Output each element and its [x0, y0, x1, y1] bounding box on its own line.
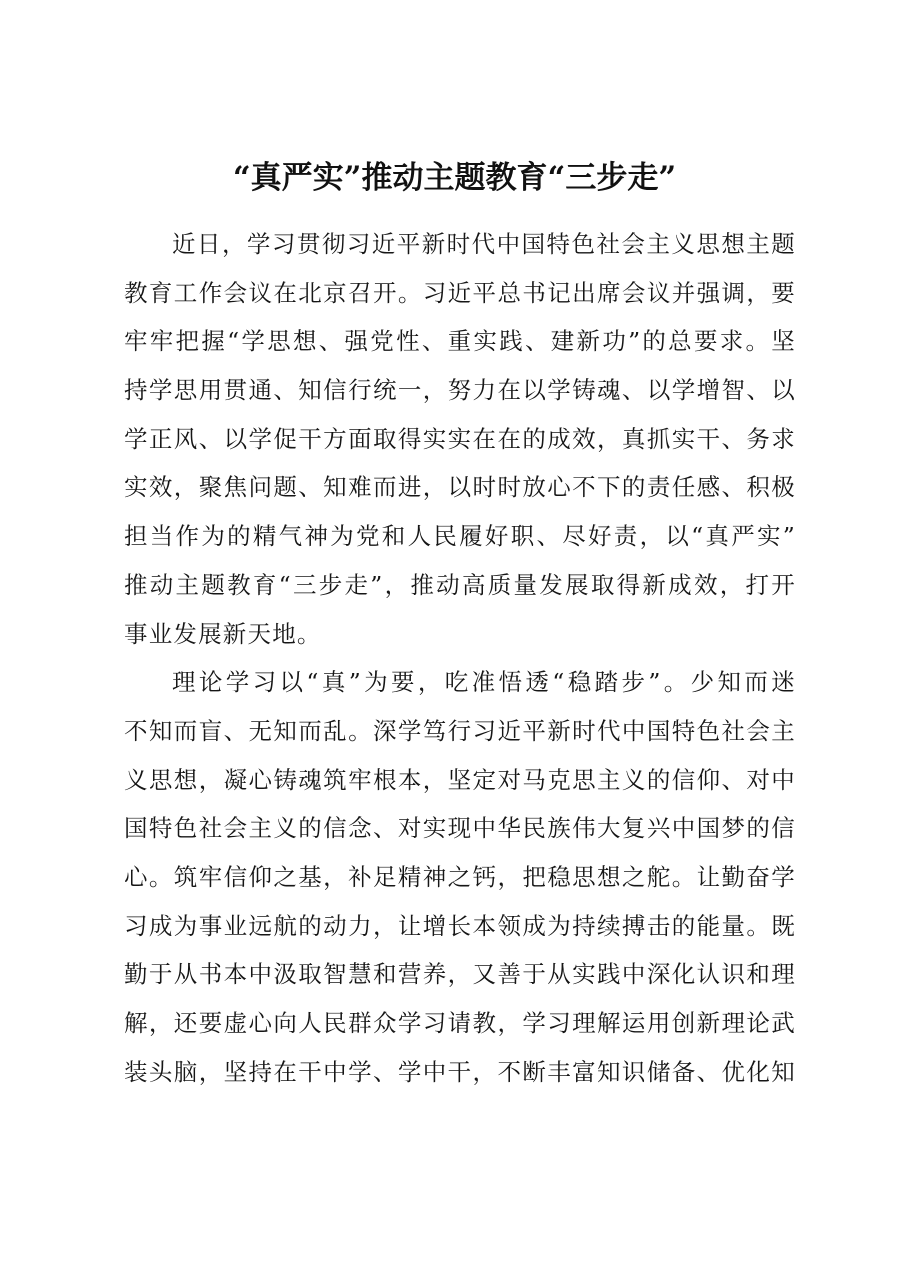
- paragraph-line: 学正风、以学促干方面取得实实在在的成效，真抓实干、务求: [124, 424, 796, 453]
- page-title: “真严实”推动主题教育“三步走”: [232, 160, 677, 196]
- paragraph-line: 担当作为的精气神为党和人民履好职、尽好责，以“真严实”: [124, 522, 796, 551]
- paragraph-line: 勤于从书本中汲取智慧和营养，又善于从实践中深化认识和理: [124, 960, 796, 989]
- paragraph-line: 国特色社会主义的信念、对实现中华民族伟大复兴中国梦的信: [124, 814, 796, 843]
- paragraph-line: 习成为事业远航的动力，让增长本领成为持续搏击的能量。既: [124, 911, 796, 940]
- paragraph-line: 不知而盲、无知而乱。深学笃行习近平新时代中国特色社会主: [124, 716, 796, 745]
- paragraph-line: 推动主题教育“三步走”，推动高质量发展取得新成效，打开: [124, 570, 796, 599]
- paragraph-line: 装头脑，坚持在干中学、学中干，不断丰富知识储备、优化知: [124, 1057, 796, 1086]
- paragraph-line: 牢牢把握“学思想、强党性、重实践、建新功”的总要求。坚: [124, 327, 796, 356]
- paragraph-line: 事业发展新天地。: [124, 619, 322, 648]
- paragraph-line: 近日，学习贯彻习近平新时代中国特色社会主义思想主题: [172, 230, 796, 258]
- paragraph-line: 实效，聚焦问题、知难而进，以时时放心不下的责任感、积极: [124, 473, 796, 502]
- paragraph-line: 理论学习以“真”为要，吃准悟透“稳踏步”。少知而迷: [172, 668, 796, 697]
- paragraph-1: [124, 220, 796, 658]
- paragraph-2: [124, 658, 796, 1096]
- paragraph-line: 解，还要虚心向人民群众学习请教，学习理解运用创新理论武: [124, 1009, 796, 1037]
- paragraph-line: 义思想，凝心铸魂筑牢根本，坚定对马克思主义的信仰、对中: [124, 765, 796, 794]
- document-body: [124, 220, 796, 1096]
- paragraph-line: 教育工作会议在北京召开。习近平总书记出席会议并强调，要: [124, 278, 796, 307]
- paragraph-line: 持学思用贯通、知信行统一，努力在以学铸魂、以学增智、以: [124, 376, 796, 405]
- paragraph-line: 心。筑牢信仰之基，补足精神之钙，把稳思想之舵。让勤奋学: [124, 862, 796, 891]
